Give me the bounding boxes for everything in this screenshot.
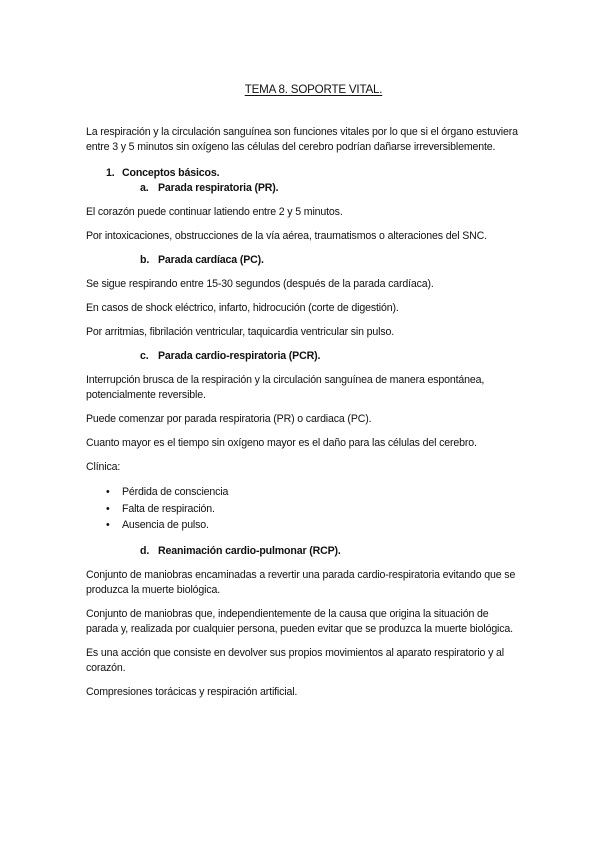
paragraph: Se sigue respirando entre 15-30 segundos (después de la parada cardíaca).: [86, 278, 434, 290]
subsection-title: Parada cardio-respiratoria (PCR).: [158, 350, 321, 362]
bullet-icon: •: [106, 502, 110, 515]
list-item-text: Ausencia de pulso.: [122, 519, 209, 531]
paragraph: Compresiones torácicas y respiración artificial.: [86, 685, 298, 698]
clinical-signs-list: [86, 484, 519, 534]
subsection-heading-b: [86, 253, 519, 268]
bullet-icon: •: [106, 519, 110, 531]
bullet-icon: •: [106, 486, 110, 498]
intro-paragraph: La respiración y la circulación sanguínea son funciones vitales por lo que si el órgano estuviera entre 3 y 5 minutos sin oxígeno las células del cerebro podrían dañarse irreversiblemente.: [86, 126, 518, 153]
subsection-title: Parada cardíaca (PC).: [158, 254, 264, 266]
subsection-heading-c: [86, 349, 519, 364]
paragraph: Es una acción que consiste en devolver sus propios movimientos al aparato respiratorio y al corazón.: [86, 646, 504, 674]
document-title: TEMA 8. SOPORTE VITAL.: [244, 83, 383, 96]
list-item-text: Pérdida de consciencia: [122, 486, 229, 498]
paragraph: En casos de shock eléctrico, infarto, hidrocución (corte de digestión).: [86, 302, 399, 314]
subsection-letter: b.: [140, 254, 150, 266]
list-item: [106, 484, 519, 501]
section-number: 1.: [106, 167, 115, 179]
paragraph: Interrupción brusca de la respiración y la circulación sanguínea de manera espontánea, potencialmente reversible.: [86, 374, 485, 401]
subsection-heading-a: [86, 181, 519, 196]
clinica-label: Clínica:: [86, 461, 121, 473]
subsection-heading-d: [86, 544, 519, 559]
paragraph: Cuanto mayor es el tiempo sin oxígeno mayor es el daño para las células del cerebro.: [86, 437, 477, 449]
subsection-letter: d.: [140, 544, 150, 557]
subsection-letter: a.: [140, 182, 149, 194]
paragraph: Puede comenzar por parada respiratoria (PR) o cardiaca (PC).: [86, 413, 372, 425]
paragraph: Por arritmias, fibrilación ventricular, taquicardia ventricular sin pulso.: [86, 326, 395, 338]
paragraph: Por intoxicaciones, obstrucciones de la vía aérea, traumatismos o alteraciones del SNC.: [86, 230, 487, 242]
section-title: Conceptos básicos.: [122, 167, 220, 179]
list-item: [106, 517, 519, 534]
paragraph: Conjunto de maniobras que, independientemente de la causa que origina la situación de parada y, realizada por cualquier persona, pueden evitar que se produzca la muerte biológica.: [86, 607, 513, 635]
list-item: [106, 501, 519, 518]
subsection-title: Reanimación cardio-pulmonar (RCP).: [158, 544, 341, 557]
paragraph: El corazón puede continuar latiendo entre 2 y 5 minutos.: [86, 206, 343, 218]
paragraph: Conjunto de maniobras encaminadas a revertir una parada cardio-respiratoria evitando que se produzca la muerte biológica.: [86, 568, 516, 596]
subsection-title: Parada respiratoria (PR).: [158, 182, 279, 194]
section-heading: [86, 166, 519, 181]
subsection-letter: c.: [140, 350, 149, 362]
list-item-text: Falta de respiración.: [122, 502, 215, 515]
